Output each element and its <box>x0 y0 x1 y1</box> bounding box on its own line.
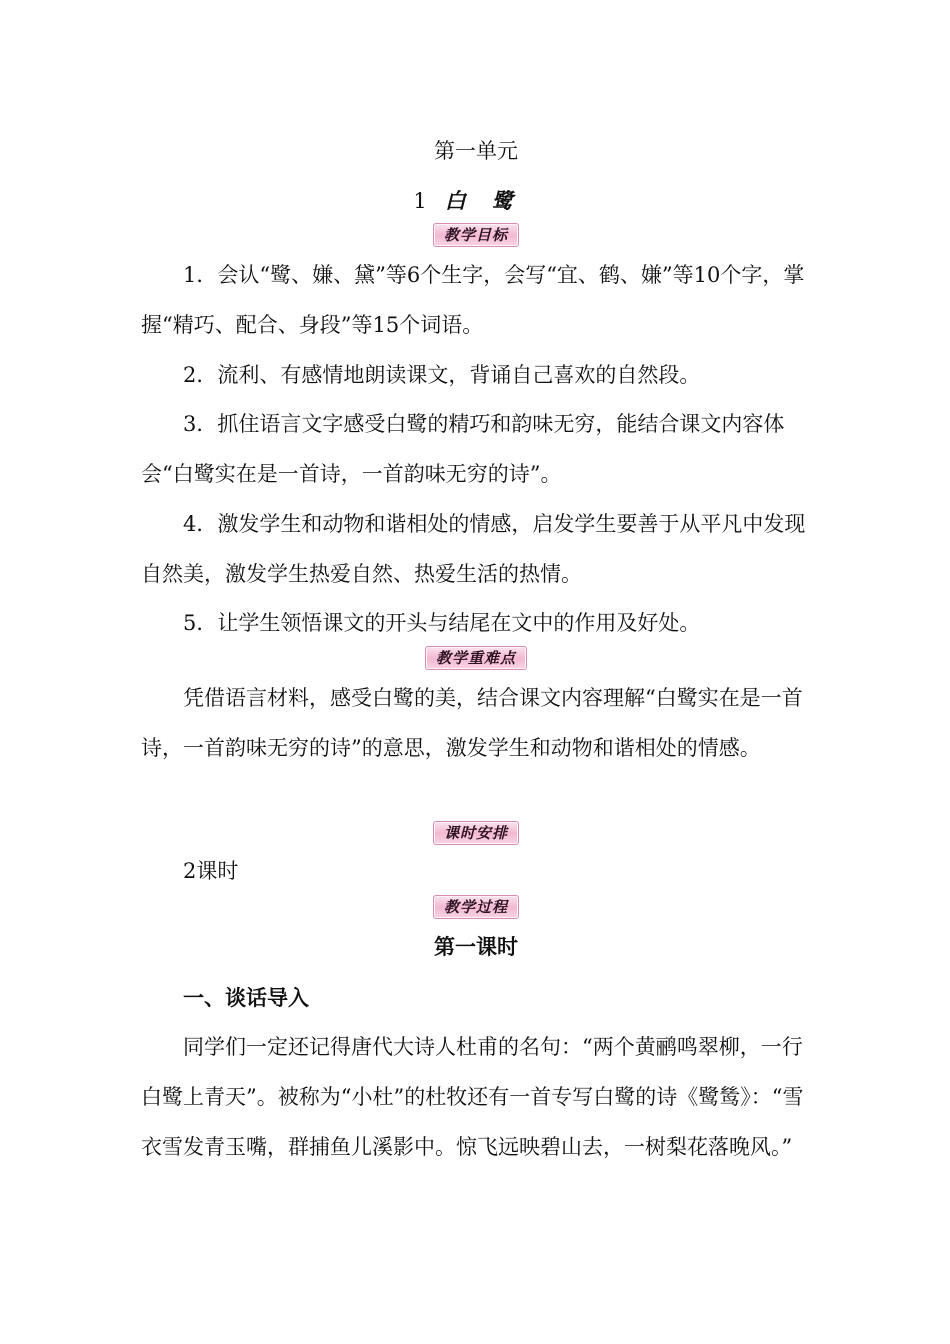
objectives-badge: 教学目标 <box>433 223 519 247</box>
key-points-badge-row <box>141 646 811 670</box>
unit-title: 第一单元 <box>434 139 518 163</box>
lesson-name: 白鹭 <box>444 188 539 213</box>
lesson-number: 1 <box>413 189 427 213</box>
lesson-title <box>141 186 811 216</box>
objective-item: 1．会认“鹭、嫌、黛”等6个生字，会写“宜、鹤、嫌”等10个字，掌握“精巧、配合、身段”等15个词语。 <box>141 263 805 337</box>
objective-item: 4．激发学生和动物和谐相处的情感，启发学生要善于从平凡中发现自然美，激发学生热爱自然、热爱生活的热情。 <box>141 512 806 586</box>
schedule-badge: 课时安排 <box>433 821 519 845</box>
schedule-badge-row <box>141 821 811 845</box>
first-lesson-heading: 第一课时 <box>434 935 518 959</box>
objective-item: 3．抓住语言文字感受白鹭的精巧和韵味无穷，能结合课文内容体会“白鹭实在是一首诗，一首韵味无穷的诗”。 <box>141 412 785 486</box>
section-one-text: 同学们一定还记得唐代大诗人杜甫的名句：“两个黄鹂鸣翠柳，一行白鹭上青天”。被称为“小杜”的杜牧还有一首专写白鹭的诗《鹭鸶》：“雪衣雪发青玉嘴，群捕鱼儿溪影中。惊飞远映碧山去，一树梨花落晚风。” <box>141 1035 804 1159</box>
objective-item: 2．流利、有感情地朗读课文，背诵自己喜欢的自然段。 <box>183 363 701 387</box>
process-badge-row <box>141 895 811 919</box>
section-one-heading: 一、谈话导入 <box>183 986 309 1010</box>
key-points-text: 凭借语言材料，感受白鹭的美，结合课文内容理解“白鹭实在是一首诗，一首韵味无穷的诗”的意思，激发学生和动物和谐相处的情感。 <box>141 686 803 760</box>
objective-item: 5．让学生领悟课文的开头与结尾在文中的作用及好处。 <box>183 611 701 635</box>
objectives-badge-row <box>141 223 811 247</box>
schedule-text: 2课时 <box>183 859 239 883</box>
key-points-badge: 教学重难点 <box>425 646 527 670</box>
process-badge: 教学过程 <box>433 895 519 919</box>
